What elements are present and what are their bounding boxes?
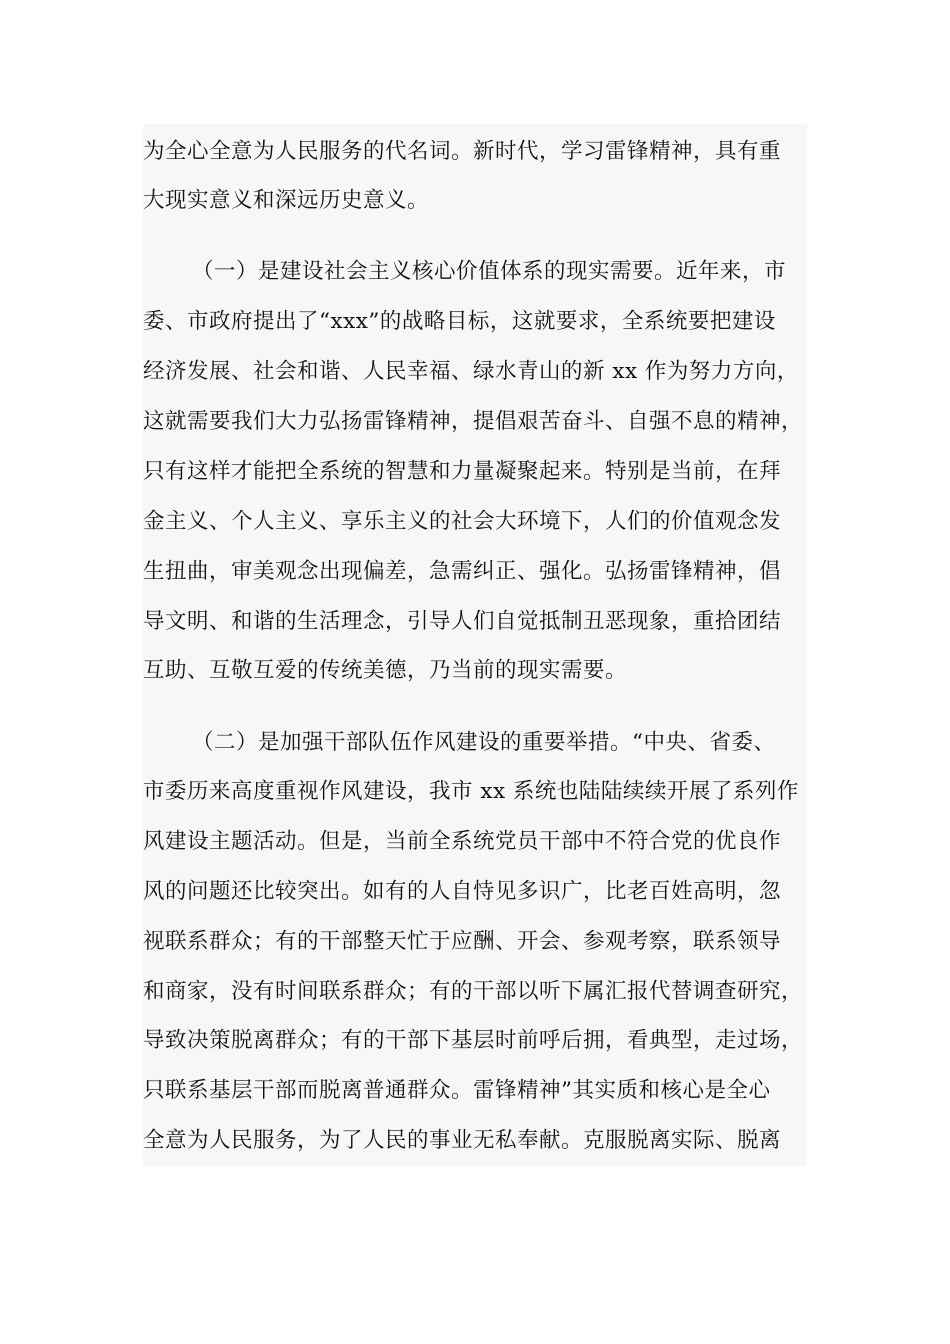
paragraph1-line-9: 互助、互敬互爱的传统美德，乃当前的现实需要。 xyxy=(143,658,628,683)
paragraph2-line-4: 风的问题还比较突出。如有的人自恃见多识广，比老百姓高明，忽 xyxy=(143,879,782,904)
paragraph1-line-8: 导文明、和谐的生活理念，引导人们自觉抵制丑恶现象，重拾团结 xyxy=(143,609,782,634)
intro-line-1: 为全心全意为人民服务的代名词。新时代，学习雷锋精神，具有重 xyxy=(143,139,782,164)
paragraph1-line-5: 只有这样才能把全系统的智慧和力量凝聚起来。特别是当前，在拜 xyxy=(143,459,782,484)
paragraph1-line-3: 经济发展、社会和谐、人民幸福、绿水青山的新 xx 作为努力方向， xyxy=(143,359,799,384)
paragraph1-line-2: 委、市政府提出了“xxx”的战略目标，这就要求，全系统要把建设 xyxy=(143,309,776,334)
paragraph2-line-2: 市委历来高度重视作风建设，我市 xx 系统也陆陆续续开展了系列作 xyxy=(143,779,799,804)
paragraph2-line-3: 风建设主题活动。但是，当前全系统党员干部中不符合党的优良作 xyxy=(143,829,782,854)
paragraph1-line-7: 生扭曲，审美观念出现偏差，急需纠正、强化。弘扬雷锋精神，倡 xyxy=(143,559,782,584)
paragraph2-line-5: 视联系群众；有的干部整天忙于应酬、开会、参观考察，联系领导 xyxy=(143,929,782,954)
intro-line-2: 大现实意义和深远历史意义。 xyxy=(143,188,430,213)
paragraph2-line-6: 和商家，没有时间联系群众；有的干部以听下属汇报代替调查研究， xyxy=(143,979,804,1004)
paragraph1-line-4: 这就需要我们大力弘扬雷锋精神，提倡艰苦奋斗、自强不息的精神， xyxy=(143,409,804,434)
paragraph1-line-6: 金主义、个人主义、享乐主义的社会大环境下，人们的价值观念发 xyxy=(143,509,782,534)
paragraph2-line-9: 全意为人民服务，为了人民的事业无私奉献。克服脱离实际、脱离 xyxy=(143,1128,782,1153)
paragraph2-line-7: 导致决策脱离群众；有的干部下基层时前呼后拥，看典型，走过场， xyxy=(143,1028,804,1053)
paragraph1-line-1: （一）是建设社会主义核心价值体系的现实需要。近年来，市 xyxy=(192,259,787,284)
paragraph2-line-1: （二）是加强干部队伍作风建设的重要举措。“中央、省委、 xyxy=(192,730,776,755)
paragraph2-line-8: 只联系基层干部而脱离普通群众。雷锋精神”其实质和核心是全心 xyxy=(143,1078,771,1103)
